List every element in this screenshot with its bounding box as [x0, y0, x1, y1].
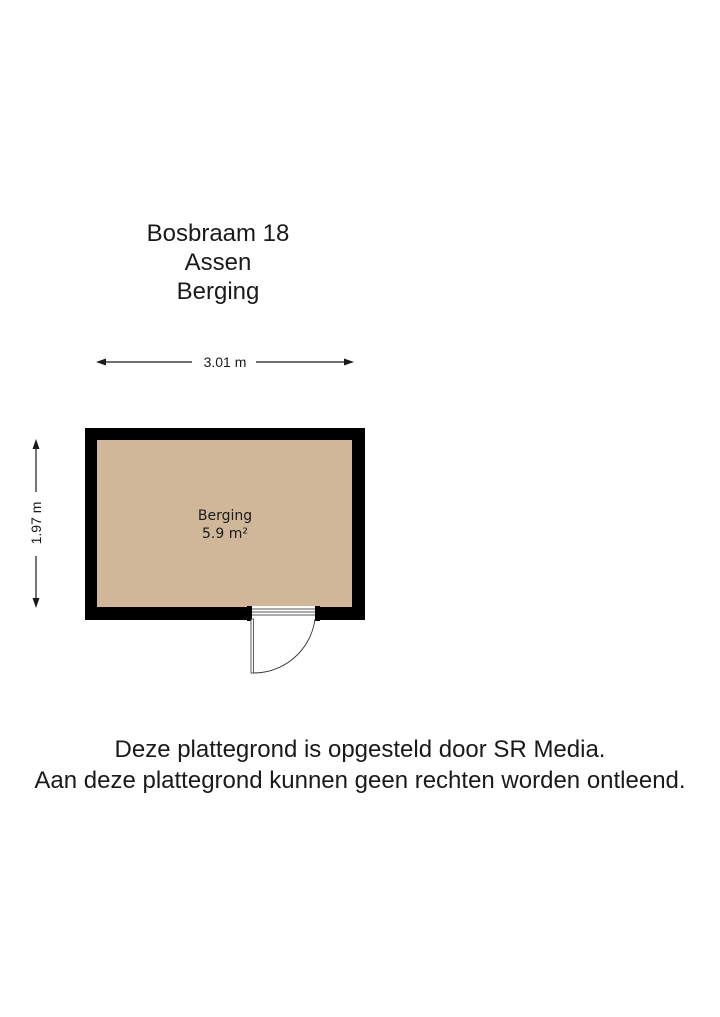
address-label: Bosbraam 18 — [146, 220, 290, 247]
arrow-up-icon — [33, 439, 40, 449]
height-dimension — [28, 439, 44, 608]
disclaimer-line-2: Aan deze plattegrond kunnen geen rechten worden ontleend. — [34, 767, 686, 794]
city-label: Assen — [184, 249, 252, 276]
room-berging — [85, 428, 365, 673]
height-label: 1.97 m — [28, 501, 44, 545]
disclaimer — [0, 734, 720, 796]
arrow-right-icon — [344, 359, 354, 366]
disclaimer-line-1: Deze plattegrond is opgesteld door SR Media. — [114, 736, 606, 763]
door-swing-icon — [251, 619, 315, 673]
room-area-label: 5.9 m² — [202, 526, 248, 542]
room-name-label: Berging — [197, 508, 253, 524]
width-label: 3.01 m — [203, 354, 247, 370]
arrow-left-icon — [96, 359, 106, 366]
arrow-down-icon — [33, 598, 40, 608]
floor-label: Berging — [176, 278, 260, 305]
width-dimension — [96, 354, 354, 370]
door-opening — [247, 606, 319, 621]
